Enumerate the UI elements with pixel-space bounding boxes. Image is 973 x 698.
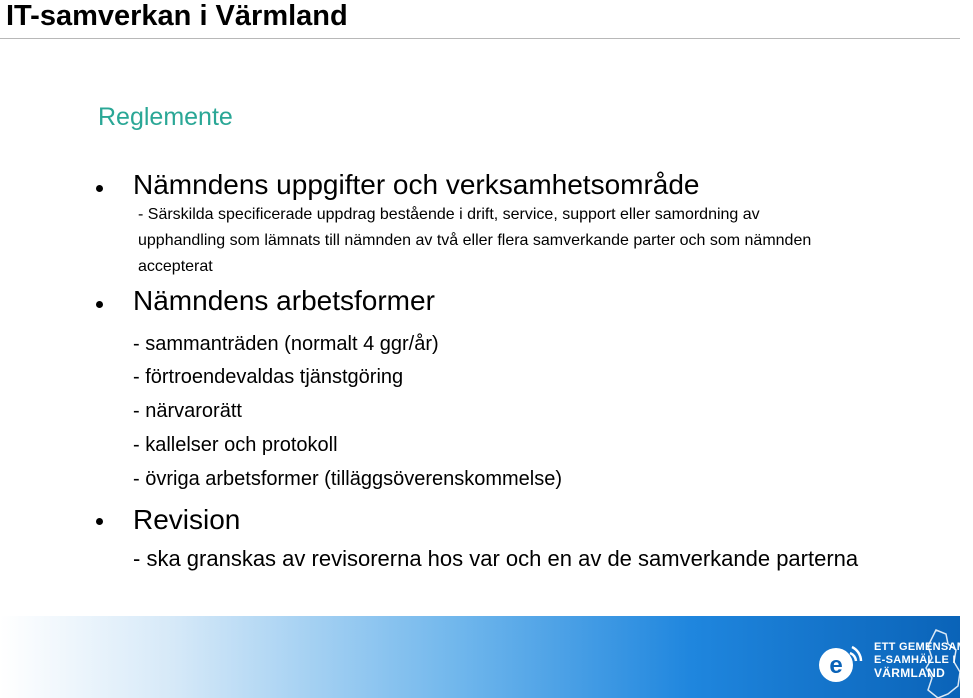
bullet-dot xyxy=(96,185,103,192)
heading-arbetsformer: Nämndens arbetsformer xyxy=(133,285,435,316)
heading-revision: Revision xyxy=(133,504,241,535)
e-logo-icon xyxy=(816,639,864,687)
heading-uppgifter: Nämndens uppgifter och verksamhetsområde xyxy=(133,169,700,200)
svg-text:e: e xyxy=(829,652,843,679)
bullet-dot xyxy=(96,301,103,308)
title-divider xyxy=(0,38,960,39)
logo-line-3: VÄRMLAND xyxy=(874,666,946,680)
text-line: - övriga arbetsformer (tilläggsöverenskommelse) xyxy=(133,468,563,490)
text-line: - ska granskas av revisorerna hos var och en av de samverkande parterna xyxy=(133,546,859,571)
page-title: IT-samverkan i Värmland xyxy=(6,0,348,32)
text-line: accepterat xyxy=(138,258,213,275)
logo-line-1: ETT GEMENSAMT xyxy=(874,641,973,653)
bullet-dot xyxy=(96,518,103,525)
text-line: - förtroendevaldas tjänstgöring xyxy=(133,366,404,388)
text-line: - närvarorätt xyxy=(133,400,242,422)
varmland-map-icon xyxy=(918,628,960,698)
text-line: upphandling som lämnats till nämnden av två eller flera samverkande parter och som nämnden xyxy=(138,232,812,249)
text-line: - sammanträden (normalt 4 ggr/år) xyxy=(133,333,439,355)
text-line: - Särskilda specificerade uppdrag bestående i drift, service, support eller samordning av xyxy=(138,206,760,223)
logo-line-2: E-SAMHÄLLE I xyxy=(874,654,956,666)
section-heading: Reglemente xyxy=(98,103,233,131)
text-line: - kallelser och protokoll xyxy=(133,434,338,456)
